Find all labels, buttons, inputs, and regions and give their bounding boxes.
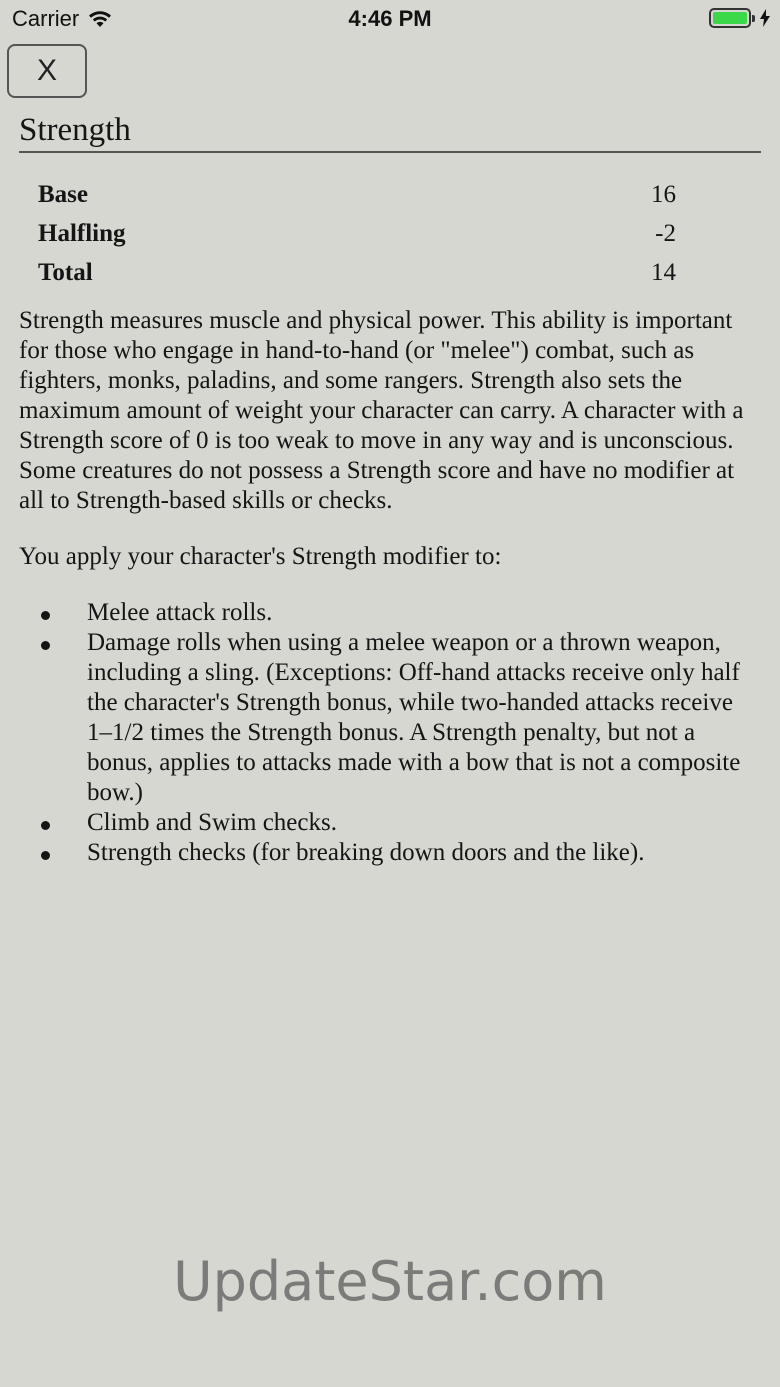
list-item — [19, 598, 764, 628]
stat-label: Halfling — [38, 219, 126, 247]
list-item — [19, 628, 764, 808]
stat-label: Total — [38, 258, 93, 286]
clock: 4:46 PM — [348, 6, 432, 31]
close-button[interactable] — [7, 44, 87, 98]
list-item — [19, 838, 764, 868]
description-content — [19, 306, 764, 868]
battery-fill — [713, 12, 747, 24]
stat-value: 14 — [651, 258, 676, 286]
close-button-label: X — [36, 54, 57, 87]
bullet-icon — [41, 851, 50, 860]
stats-table — [38, 175, 678, 292]
list-item-text: Damage rolls when using a melee weapon or a thrown weapon, including a sling. (Exceptions: Off-hand attacks receive only half the character's Strength bonus, while two-handed attacks receive 1–1/2 times the Strength bonus. A Strength penalty, but not a bonus, applies to attacks made with a bow that is not a composite bow.) — [87, 629, 741, 806]
bullet-icon — [41, 611, 50, 620]
status-bar — [0, 0, 780, 40]
list-item-text: Climb and Swim checks. — [87, 809, 337, 836]
list-item-text: Strength checks (for breaking down doors and the like). — [87, 839, 645, 866]
battery-indicator — [709, 8, 770, 28]
bullet-icon — [41, 641, 50, 650]
modifier-list — [19, 598, 764, 868]
title-divider — [19, 151, 761, 153]
list-item-text: Melee attack rolls. — [87, 599, 273, 626]
battery-icon — [709, 8, 751, 28]
battery-cap — [752, 15, 755, 22]
stat-label: Base — [38, 180, 88, 208]
bullet-icon — [41, 821, 50, 830]
list-item — [19, 808, 764, 838]
stat-row — [38, 214, 678, 253]
stat-value: 16 — [651, 180, 676, 208]
stat-value: -2 — [655, 219, 676, 247]
description-paragraph: Strength measures muscle and physical power. This ability is important for those who engage in hand-to-hand (or "melee") combat, such as fighters, monks, paladins, and some rangers. Strength also sets the maximum amount of weight your character can carry. A character with a Strength score of 0 is too weak to move in any way and is unconscious. Some creatures do not possess a Strength score and have no modifier at all to Strength-based skills or checks. — [19, 307, 744, 514]
carrier-label: Carrier — [12, 6, 80, 31]
stat-row — [38, 253, 678, 292]
page-title: Strength — [19, 112, 131, 148]
apply-intro: You apply your character's Strength modifier to: — [19, 543, 502, 570]
stat-row — [38, 175, 678, 214]
charging-bolt-icon — [760, 9, 770, 27]
watermark: UpdateStar.com — [173, 1250, 607, 1313]
